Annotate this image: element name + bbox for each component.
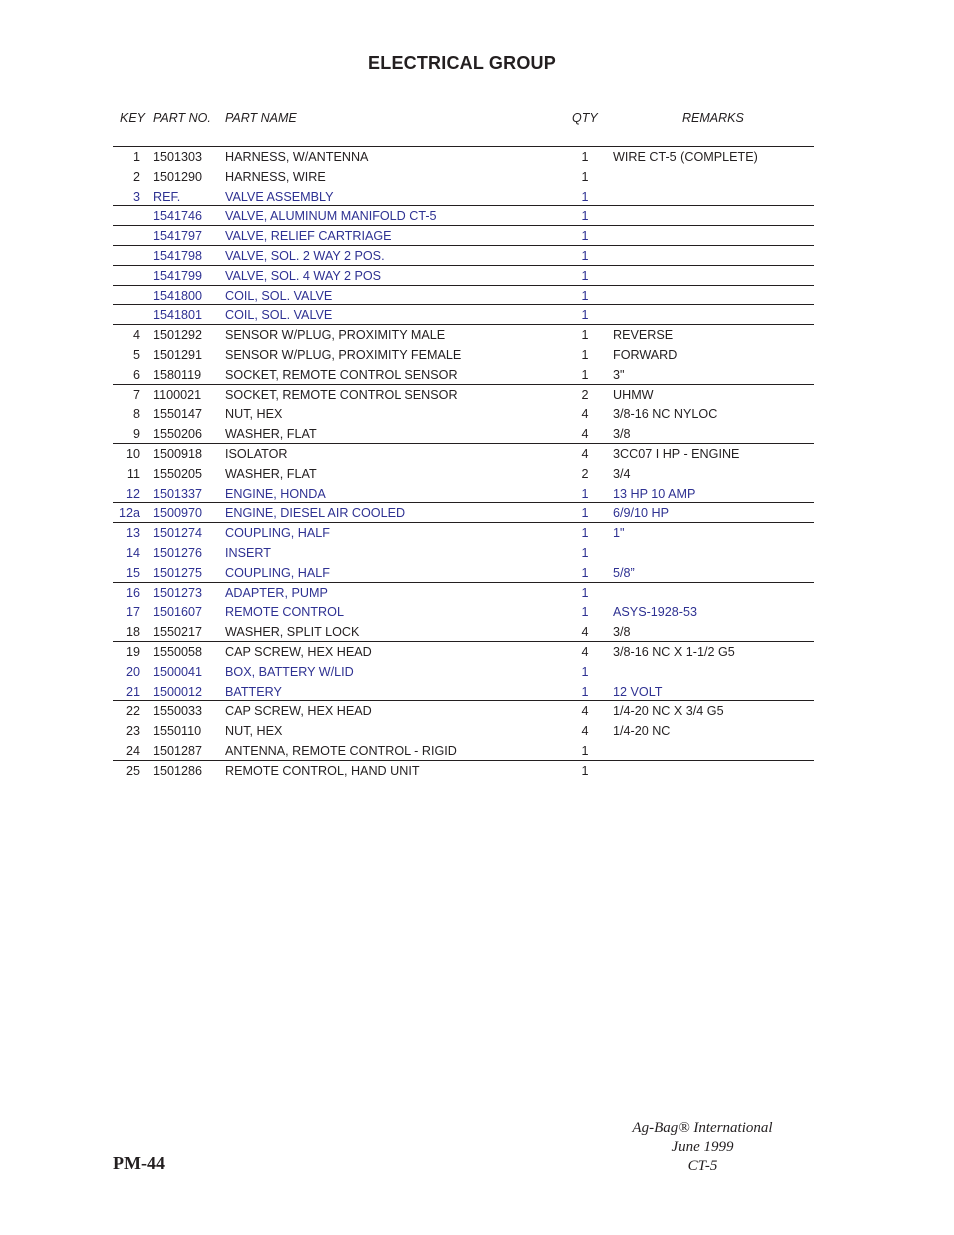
part-name-cell: COUPLING, HALF xyxy=(225,565,330,580)
qty-cell: 1 xyxy=(581,367,589,382)
table-row xyxy=(113,365,814,385)
part-number-cell: 1501292 xyxy=(153,328,203,343)
part-name-cell: SOCKET, REMOTE CONTROL SENSOR xyxy=(225,367,458,382)
qty-cell: 4 xyxy=(581,644,589,659)
remarks-cell: 1/4-20 NC X 3/4 G5 xyxy=(613,704,724,719)
qty-cell: 4 xyxy=(581,427,589,442)
qty-cell: 2 xyxy=(581,466,589,481)
remarks-cell: 3/8 xyxy=(613,427,631,442)
footer-company: Ag-Bag® International xyxy=(632,1120,773,1136)
part-number-cell: 1501303 xyxy=(153,150,203,164)
table-row xyxy=(113,345,814,365)
qty-cell: 1 xyxy=(581,486,589,501)
key-cell: 25 xyxy=(125,763,140,778)
key-cell: 8 xyxy=(132,407,140,422)
key-cell: 10 xyxy=(125,446,140,461)
table-row xyxy=(113,325,814,345)
qty-cell: 1 xyxy=(581,229,589,244)
qty-cell: 1 xyxy=(581,565,589,580)
table-row xyxy=(113,444,814,464)
remarks-cell: 13 HP 10 AMP xyxy=(613,486,696,501)
table-row xyxy=(113,761,814,781)
qty-cell: 1 xyxy=(581,506,589,521)
part-number-cell: 1541800 xyxy=(153,288,203,303)
part-name-cell: SENSOR W/PLUG, PROXIMITY MALE xyxy=(225,328,446,343)
part-name-cell: CAP SCREW, HEX HEAD xyxy=(225,644,372,659)
remarks-cell: REVERSE xyxy=(613,328,674,343)
remarks-cell: FORWARD xyxy=(613,347,678,362)
remarks-cell: 3/8-16 NC X 1-1/2 G5 xyxy=(613,644,735,659)
part-number-cell: 1501287 xyxy=(153,743,203,758)
table-row xyxy=(113,701,814,721)
header-part-name: PART NAME xyxy=(225,111,297,125)
qty-cell: 1 xyxy=(581,585,589,600)
part-number-cell: 1501607 xyxy=(153,605,203,620)
part-number-cell: 1500918 xyxy=(153,446,203,461)
key-cell: 4 xyxy=(132,328,140,343)
qty-cell: 1 xyxy=(581,328,589,343)
part-name-cell: VALVE, RELIEF CARTRIAGE xyxy=(225,229,392,244)
table-row xyxy=(113,602,814,622)
key-cell: 16 xyxy=(125,585,140,600)
part-number-cell: 1580119 xyxy=(153,367,202,382)
remarks-cell: 3" xyxy=(613,367,625,382)
part-name-cell: NUT, HEX xyxy=(225,407,283,422)
qty-cell: 1 xyxy=(581,248,589,263)
qty-cell: 1 xyxy=(581,763,589,778)
part-number-cell: 1500041 xyxy=(153,664,203,679)
part-number-cell: 1501286 xyxy=(153,763,203,778)
footer-info xyxy=(620,1119,785,1176)
key-cell: 22 xyxy=(125,704,140,719)
remarks-cell: 3/4 xyxy=(613,466,631,481)
part-name-cell: CAP SCREW, HEX HEAD xyxy=(225,704,372,719)
part-number-cell: 1100021 xyxy=(153,387,202,402)
remarks-cell: 3/8-16 NC NYLOC xyxy=(613,407,718,422)
table-row xyxy=(113,484,814,504)
table-row xyxy=(113,642,814,662)
table-row xyxy=(113,187,814,207)
part-number-cell: 1550147 xyxy=(153,407,203,422)
key-cell: 14 xyxy=(125,545,140,560)
part-name-cell: ENGINE, HONDA xyxy=(225,486,326,501)
key-cell: 9 xyxy=(132,427,140,442)
remarks-cell: 1" xyxy=(613,526,625,541)
table-row xyxy=(113,206,814,226)
part-number-cell: 1541799 xyxy=(153,268,203,283)
qty-cell: 4 xyxy=(581,446,589,461)
part-name-cell: REMOTE CONTROL, HAND UNIT xyxy=(225,763,420,778)
qty-cell: 4 xyxy=(581,704,589,719)
part-name-cell: COIL, SOL. VALVE xyxy=(225,308,333,323)
part-name-cell: BOX, BATTERY W/LID xyxy=(225,664,354,679)
table-row xyxy=(113,622,814,642)
part-number-cell: 1550205 xyxy=(153,466,203,481)
key-cell: 11 xyxy=(126,466,140,481)
part-number-cell: 1541801 xyxy=(153,308,203,323)
key-cell: 3 xyxy=(132,189,140,204)
remarks-cell: 3/8 xyxy=(613,625,631,640)
qty-cell: 4 xyxy=(581,724,589,739)
qty-cell: 1 xyxy=(581,189,589,204)
page-number: PM-44 xyxy=(113,1153,165,1173)
qty-cell: 1 xyxy=(581,526,589,541)
remarks-cell: 12 VOLT xyxy=(613,684,663,699)
table-row xyxy=(113,424,814,444)
table-row xyxy=(113,583,814,603)
remarks-cell: 1/4-20 NC xyxy=(613,724,671,739)
part-name-cell: SENSOR W/PLUG, PROXIMITY FEMALE xyxy=(225,347,462,362)
part-number-cell: 1550033 xyxy=(153,704,203,719)
part-name-cell: INSERT xyxy=(225,545,271,560)
part-name-cell: ADAPTER, PUMP xyxy=(225,585,328,600)
part-number-cell: 1550217 xyxy=(153,625,203,640)
remarks-cell: 5/8” xyxy=(613,565,635,580)
part-name-cell: REMOTE CONTROL xyxy=(225,605,344,620)
qty-cell: 1 xyxy=(581,664,589,679)
part-name-cell: WASHER, FLAT xyxy=(225,427,317,442)
part-number-cell: 1501291 xyxy=(153,347,203,362)
qty-cell: 1 xyxy=(581,347,589,362)
part-name-cell: BATTERY xyxy=(225,684,282,699)
table-row xyxy=(113,662,814,682)
key-cell: 20 xyxy=(125,664,140,679)
table-row xyxy=(113,543,814,563)
header-remarks: REMARKS xyxy=(682,111,744,125)
table-row xyxy=(113,266,814,286)
remarks-cell: 6/9/10 HP xyxy=(613,506,670,521)
qty-cell: 1 xyxy=(581,605,589,620)
key-cell: 15 xyxy=(125,565,140,580)
qty-cell: 1 xyxy=(581,150,589,164)
key-cell: 13 xyxy=(125,526,140,541)
key-cell: 2 xyxy=(132,169,140,184)
key-cell: 12a xyxy=(118,506,140,521)
qty-cell: 1 xyxy=(581,308,589,323)
header-part-no: PART NO. xyxy=(153,111,211,125)
part-name-cell: SOCKET, REMOTE CONTROL SENSOR xyxy=(225,387,458,402)
qty-cell: 4 xyxy=(581,625,589,640)
part-name-cell: WASHER, FLAT xyxy=(225,466,317,481)
table-row xyxy=(113,503,814,523)
part-name-cell: ANTENNA, REMOTE CONTROL - RIGID xyxy=(225,743,457,758)
footer-date: June 1999 xyxy=(671,1139,734,1155)
table-row xyxy=(113,305,814,325)
key-cell: 18 xyxy=(125,625,140,640)
qty-cell: 1 xyxy=(581,169,589,184)
part-number-cell: 1501337 xyxy=(153,486,203,501)
part-name-cell: COIL, SOL. VALVE xyxy=(225,288,333,303)
qty-cell: 1 xyxy=(581,545,589,560)
part-number-cell: 1501276 xyxy=(153,545,203,560)
part-number-cell: 1541746 xyxy=(153,209,203,224)
key-cell: 5 xyxy=(132,347,140,362)
table-row xyxy=(113,523,814,543)
part-name-cell: VALVE, SOL. 2 WAY 2 POS. xyxy=(225,248,385,263)
part-number-cell: 1501290 xyxy=(153,169,203,184)
remarks-cell: 3CC07 I HP - ENGINE xyxy=(613,446,740,461)
key-cell: 23 xyxy=(125,724,140,739)
part-number-cell: 1541798 xyxy=(153,248,203,263)
part-number-cell: 1500970 xyxy=(153,506,203,521)
parts-table xyxy=(113,146,814,781)
key-cell: 24 xyxy=(125,743,140,758)
part-number-cell: 1541797 xyxy=(153,229,203,244)
qty-cell: 1 xyxy=(581,684,589,699)
part-number-cell: 1550058 xyxy=(153,644,203,659)
key-cell: 12 xyxy=(125,486,140,501)
table-row xyxy=(113,167,814,187)
table-row xyxy=(113,226,814,246)
remarks-cell: UHMW xyxy=(613,387,654,402)
table-row xyxy=(113,721,814,741)
part-number-cell: REF. xyxy=(153,189,181,204)
table-row xyxy=(113,563,814,583)
table-row xyxy=(113,147,814,167)
part-number-cell: 1501273 xyxy=(153,585,203,600)
key-cell: 19 xyxy=(125,644,140,659)
part-name-cell: ISOLATOR xyxy=(225,446,288,461)
part-number-cell: 1501274 xyxy=(153,526,203,541)
qty-cell: 4 xyxy=(581,407,589,422)
footer-model: CT-5 xyxy=(687,1158,718,1174)
key-cell: 17 xyxy=(125,605,140,620)
key-cell: 7 xyxy=(132,387,140,402)
part-name-cell: NUT, HEX xyxy=(225,724,283,739)
table-row xyxy=(113,286,814,306)
qty-cell: 1 xyxy=(581,268,589,283)
header-key: KEY xyxy=(120,111,146,125)
table-row xyxy=(113,682,814,702)
key-cell: 1 xyxy=(132,150,140,164)
part-number-cell: 1550110 xyxy=(153,724,202,739)
part-name-cell: HARNESS, WIRE xyxy=(225,169,326,184)
part-name-cell: VALVE, SOL. 4 WAY 2 POS xyxy=(225,268,382,283)
key-cell: 21 xyxy=(125,684,140,699)
qty-cell: 1 xyxy=(581,743,589,758)
part-name-cell: WASHER, SPLIT LOCK xyxy=(225,625,360,640)
table-row xyxy=(113,385,814,405)
qty-cell: 1 xyxy=(581,209,589,224)
key-cell: 6 xyxy=(132,367,140,382)
part-name-cell: VALVE, ALUMINUM MANIFOLD CT-5 xyxy=(225,209,437,224)
part-number-cell: 1501275 xyxy=(153,565,203,580)
remarks-cell: WIRE CT-5 (COMPLETE) xyxy=(613,150,758,164)
part-name-cell: VALVE ASSEMBLY xyxy=(225,189,334,204)
header-qty: QTY xyxy=(572,111,598,125)
part-number-cell: 1550206 xyxy=(153,427,203,442)
table-row xyxy=(113,404,814,424)
qty-cell: 2 xyxy=(581,387,589,402)
table-row xyxy=(113,741,814,761)
part-name-cell: HARNESS, W/ANTENNA xyxy=(225,150,369,164)
part-name-cell: COUPLING, HALF xyxy=(225,526,330,541)
remarks-cell: ASYS-1928-53 xyxy=(613,605,698,620)
qty-cell: 1 xyxy=(581,288,589,303)
table-row xyxy=(113,464,814,484)
table-row xyxy=(113,246,814,266)
part-number-cell: 1500012 xyxy=(153,684,203,699)
page-title: ELECTRICAL GROUP xyxy=(368,53,556,73)
part-name-cell: ENGINE, DIESEL AIR COOLED xyxy=(225,506,406,521)
